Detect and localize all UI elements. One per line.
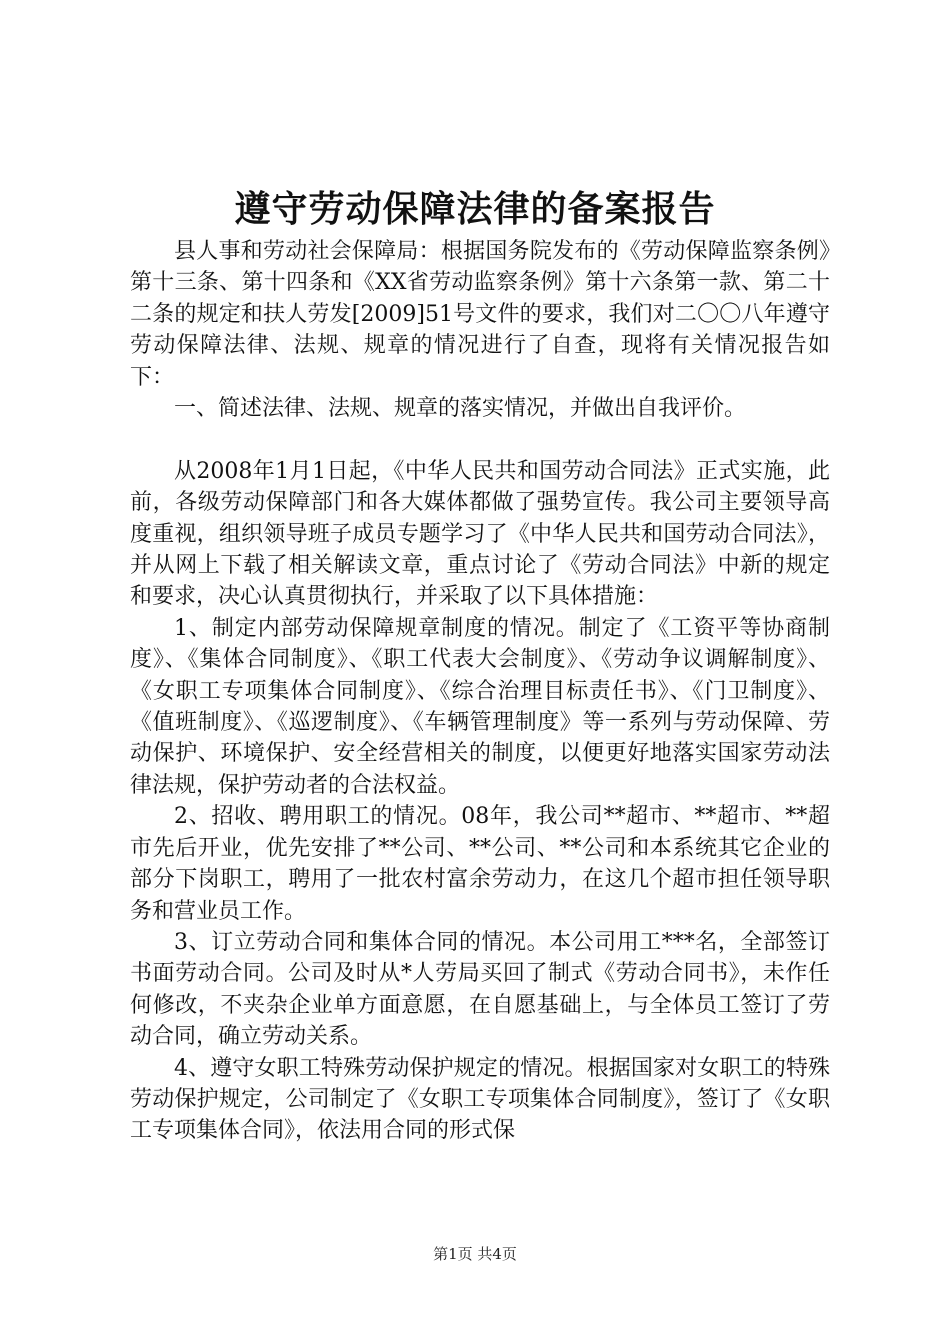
paragraph-item-2: 2、招收、聘用职工的情况。08年，我公司**超市、**超市、**超市先后开业，优先安排了**公司、**公司、**公司和本系统其它企业的部分下岗职工，聘用了一批农村富余劳动力，在这几个超市担任领导职务和营业员工作。 bbox=[130, 804, 830, 924]
paragraph-labor-contract-law: 从2008年1月1日起，《中华人民共和国劳动合同法》正式实施，此前，各级劳动保障部门和各大媒体都做了强势宣传。我公司主要领导高度重视，组织领导班子成员专题学习了《中华人民共和国劳动合同法》，并从网上下载了相关解读文章，重点讨论了《劳动合同法》中新的规定和要求，决心认真贯彻执行，并采取了以下具体措施： bbox=[130, 458, 830, 610]
paragraph-item-3: 3、订立劳动合同和集体合同的情况。本公司用工***名，全部签订书面劳动合同。公司及时从*人劳局买回了制式《劳动合同书》，未作任何修改，不夹杂企业单方面意愿，在自愿基础上，与全体员工签订了劳动合同，确立劳动关系。 bbox=[130, 929, 830, 1050]
section-heading-1: 一、简述法律、法规、规章的落实情况，并做出自我评价。 bbox=[174, 396, 747, 422]
paragraph-intro: 县人事和劳动社会保障局：根据国务院发布的《劳动保障监察条例》第十三条、第十四条和《XX省劳动监察条例》第十六条第一款、第二十二条的规定和扶人劳发[2009]51号文件的要求，我们对二〇〇八年遵守劳动保障法律、法规、规章的情况进行了自查，现将有关情况报告如下： bbox=[130, 239, 830, 390]
document-title: 遵守劳动保障法律的备案报告 bbox=[234, 188, 716, 230]
document-body bbox=[130, 236, 830, 1147]
page-footer: 第1页 共4页 bbox=[433, 1245, 517, 1263]
blank-line bbox=[130, 424, 830, 455]
paragraph-item-4: 4、遵守女职工特殊劳动保护规定的情况。根据国家对女职工的特殊劳动保护规定，公司制定了《女职工专项集体合同制度》，签订了《女职工专项集体合同》，依法用合同的形式保 bbox=[130, 1055, 830, 1144]
paragraph-item-1: 1、制定内部劳动保障规章制度的情况。制定了《工资平等协商制度》、《集体合同制度》、《职工代表大会制度》、《劳动争议调解制度》、《女职工专项集体合同制度》、《综合治理目标责任书》、《门卫制度》、《值班制度》、《巡逻制度》、《车辆管理制度》等一系列与劳动保障、劳动保护、环境保护、安全经营相关的制度，以便更好地落实国家劳动法律法规，保护劳动者的合法权益。 bbox=[130, 615, 830, 798]
